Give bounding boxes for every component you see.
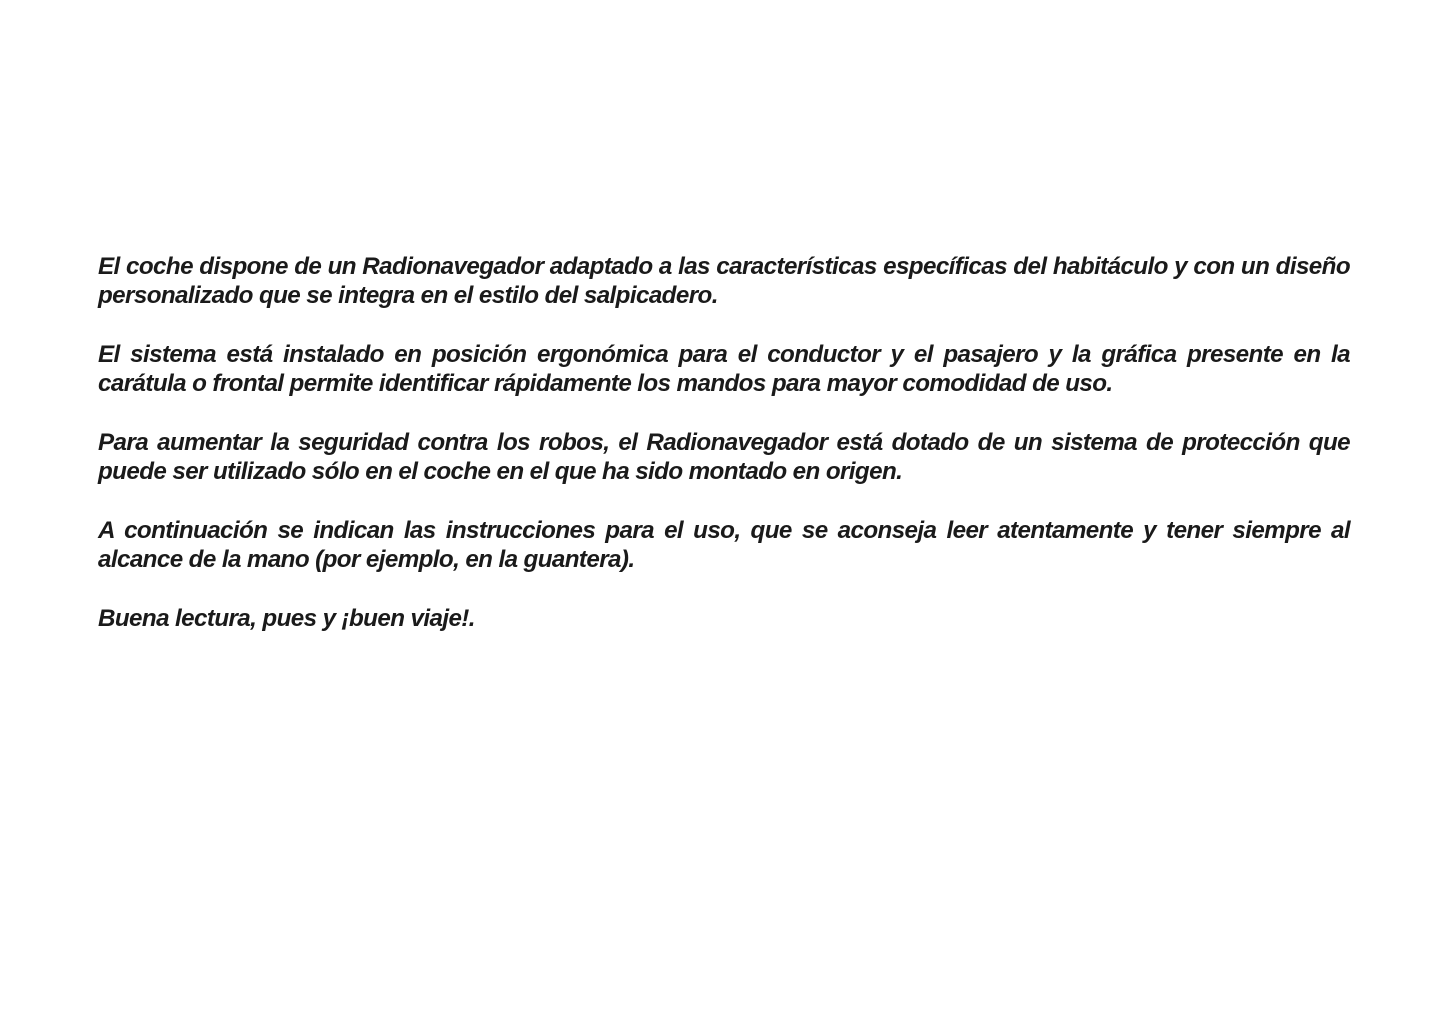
paragraph-ergonomics: El sistema está instalado en posición ergonómica para el conductor y el pasajero y la gráfica presente en la carátula o frontal permite identificar rápidamente los mandos para mayor comodidad de uso. (98, 341, 1350, 397)
paragraph-instructions: A continuación se indican las instrucciones para el uso, que se aconseja leer atentamente y tener siempre al alcance de la mano (por ejemplo, en la guantera). (98, 517, 1350, 573)
paragraph-closing: Buena lectura, pues y ¡buen viaje!. (98, 605, 475, 632)
paragraph-intro: El coche dispone de un Radionavegador adaptado a las características específicas del habitáculo y con un diseño personalizado que se integra en el estilo del salpicadero. (98, 253, 1350, 309)
body-text (98, 252, 1350, 633)
paragraph-security: Para aumentar la seguridad contra los robos, el Radionavegador está dotado de un sistema de protección que puede ser utilizado sólo en el coche en el que ha sido montado en origen. (98, 429, 1350, 485)
